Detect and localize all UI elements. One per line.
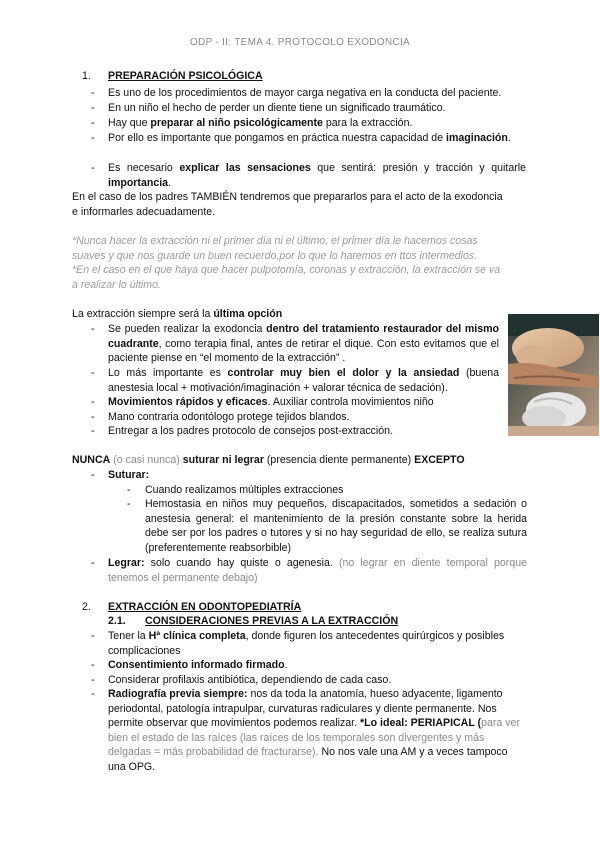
bullet-dash: -: [91, 396, 95, 408]
list-item: Hay que preparar al niño psicológicamente para la extracción.: [108, 117, 413, 129]
bullet-dash: -: [91, 102, 95, 114]
list-item: Considerar profilaxis antibiótica, dependiendo de cada caso.: [108, 674, 392, 686]
bullet-dash: -: [127, 484, 131, 496]
list-item: Hemostasia en niños muy pequeños, discapacitados, sometidos a sedación o anestesia general: el mantenimiento de la presión constante sobre la herida debe ser por los padres o tutores y si no hay seguridad de ello, se realiza sutura (preferentemente reabsorbible): [145, 498, 527, 554]
bullet-dash: -: [91, 367, 95, 379]
bullet-dash: -: [91, 323, 95, 335]
paragraph-line: e informarles adecuadamente.: [72, 206, 216, 218]
subsection-number: 2.1.: [108, 615, 126, 627]
bullet-dash: -: [91, 162, 95, 174]
bullet-dash: -: [91, 117, 95, 129]
section-2-number: 2.: [82, 601, 91, 613]
bullet-dash: -: [91, 557, 95, 569]
section-1-title: PREPARACIÓN PSICOLÓGICA: [108, 70, 263, 82]
page-header: ODP - II: TEMA 4. PROTOCOLO EXODONCIA: [189, 37, 411, 48]
note-line: *En el caso en el que haya que hacer pulpotomía, coronas y extracción, la extracción se va: [72, 264, 501, 276]
bullet-dash: -: [91, 425, 95, 437]
photo-illustration: [508, 314, 599, 436]
subsection-title: CONSIDERACIONES PREVIAS A LA EXTRACCIÓN: [145, 615, 399, 627]
list-item: Por ello es importante que pongamos en práctica nuestra capacidad de imaginación.: [108, 132, 511, 144]
note-line: suaves y que nos guarde un buen recuerdo,por lo que lo haremos en ttos intermedios.: [72, 250, 478, 262]
bullet-dash: -: [91, 630, 95, 642]
list-item: Se pueden realizar la exodoncia dentro del tratamiento restaurador del mismo cuadrante, como terapia final, antes de retirar el dique. Con esto evitamos que el paciente piense en “el momento de la extracción” .: [108, 323, 499, 364]
list-item: Mano contraria odontólogo protege tejidos blandos.: [108, 411, 350, 423]
list-item: Tener la Hª clínica completa, donde figuren los antecedentes quirúrgicos y posibles complicaciones: [108, 630, 505, 657]
section-1-number: 1.: [82, 70, 91, 82]
list-item: Es necesario explicar las sensaciones que sentirá: presión y tracción y quitarle importancia.: [108, 162, 526, 189]
list-item: Cuando realizamos múltiples extracciones: [145, 484, 344, 496]
legrar-item: Legrar: solo cuando hay quiste o agenesia. (no legrar en diente temporal porque tenemos el permanente debajo): [108, 557, 527, 584]
bullet-dash: -: [91, 674, 95, 686]
child-dental-extraction-photo: [508, 314, 599, 436]
bullet-dash: -: [91, 469, 95, 481]
nunca-line: NUNCA (o casi nunca) suturar ni legrar (presencia diente permanente) EXCEPTO: [72, 454, 465, 466]
list-item: Entregar a los padres protocolo de consejos post-extracción.: [108, 425, 394, 437]
bullet-dash: -: [91, 132, 95, 144]
extraction-intro: La extracción siempre será la última opción: [72, 308, 283, 320]
bullet-dash: -: [91, 688, 95, 700]
list-item: Radiografía previa siempre: nos da toda la anatomía, hueso adyacente, ligamento periodontal, patología intrapulpar, curvaturas radiculares y diente permanente. Nos permite observar que movimientos podemos realizar. *Lo ideal: PERIAPICAL (para ver bien el estado de las raíces (las raíces de los temporales son divergentes y más delgadas = más probabilidad de fracturarse). No nos vale una AM y a veces tampoco una OPG.: [108, 688, 520, 773]
list-item: Movimientos rápidos y eficaces. Auxiliar controla movimientos niño: [108, 396, 434, 408]
bullet-dash: -: [91, 411, 95, 423]
note-line: *Nunca hacer la extracción ni el primer día ni el último, el primer día le hacemos cosas: [72, 235, 478, 247]
list-item: Lo más importante es controlar muy bien el dolor y la ansiedad (buena anestesia local + motivación/imaginación + valorar técnica de sedación).: [108, 367, 499, 394]
note-line: a realizar lo último.: [72, 279, 161, 291]
list-item: En un niño el hecho de perder un diente tiene un significado traumático.: [108, 102, 446, 114]
section-2-title: EXTRACCIÓN EN ODONTOPEDIATRÍA: [108, 601, 302, 613]
paragraph-line: En el caso de los padres TAMBIÉN tendremos que prepararlos para el acto de la exodoncia: [72, 191, 503, 203]
bullet-dash: -: [91, 87, 95, 99]
suturar-label: Suturar:: [108, 469, 150, 481]
list-item: Es uno de los procedimientos de mayor carga negativa en la conducta del paciente.: [108, 87, 502, 99]
bullet-dash: -: [127, 498, 131, 510]
bullet-dash: -: [91, 659, 95, 671]
list-item: Consentimiento informado firmado.: [108, 659, 288, 671]
